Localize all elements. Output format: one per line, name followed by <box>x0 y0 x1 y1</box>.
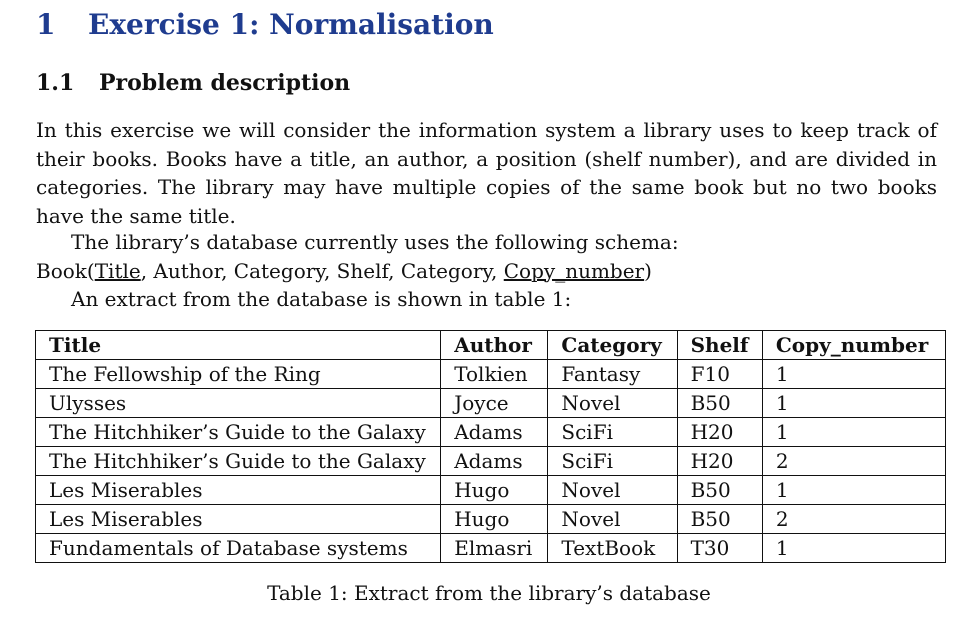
cell-title: Ulysses <box>36 389 441 418</box>
cell-author: Joyce <box>441 389 548 418</box>
cell-shelf: H20 <box>677 447 762 476</box>
table-row <box>36 389 946 418</box>
schema-definition <box>36 257 937 286</box>
cell-author: Tolkien <box>441 360 548 389</box>
cell-title: Les Miserables <box>36 505 441 534</box>
cell-author: Adams <box>441 418 548 447</box>
intro-paragraph: In this exercise we will consider the information system a library uses to keep track of their books. Books have a title, an author, a position (shelf number), and are divided in categories. The library may have multiple copies of the same book but no two books have the same title. <box>36 118 937 228</box>
cell-copy-number: 2 <box>762 447 945 476</box>
header-copy-number: Copy_number <box>762 331 945 360</box>
cell-shelf: B50 <box>677 389 762 418</box>
cell-category: Novel <box>548 505 677 534</box>
cell-category: Fantasy <box>548 360 677 389</box>
schema-key-title: Title <box>94 258 141 283</box>
cell-author: Hugo <box>441 476 548 505</box>
schema-intro: The library’s database currently uses the following schema: <box>71 230 679 254</box>
cell-copy-number: 1 <box>762 389 945 418</box>
cell-author: Elmasri <box>441 534 548 563</box>
cell-shelf: F10 <box>677 360 762 389</box>
header-title: Title <box>36 331 441 360</box>
cell-copy-number: 2 <box>762 505 945 534</box>
extract-intro: An extract from the database is shown in table 1: <box>71 287 572 311</box>
table-row <box>36 534 946 563</box>
table-row <box>36 505 946 534</box>
table-header-row <box>36 331 946 360</box>
cell-category: Novel <box>548 476 677 505</box>
table-row <box>36 447 946 476</box>
cell-title: The Fellowship of the Ring <box>36 360 441 389</box>
schema-prefix: Book( <box>36 258 95 283</box>
cell-copy-number: 1 <box>762 476 945 505</box>
schema-suffix: ) <box>644 258 652 283</box>
cell-author: Adams <box>441 447 548 476</box>
cell-category: SciFi <box>548 447 677 476</box>
cell-category: Novel <box>548 389 677 418</box>
cell-shelf: T30 <box>677 534 762 563</box>
section-number: 1 <box>36 8 56 41</box>
cell-shelf: H20 <box>677 418 762 447</box>
table-caption: Table 1: Extract from the library’s database <box>267 581 711 605</box>
cell-copy-number: 1 <box>762 360 945 389</box>
schema-middle: , Author, Category, Shelf, Category, <box>140 258 504 283</box>
header-shelf: Shelf <box>677 331 762 360</box>
cell-category: SciFi <box>548 418 677 447</box>
subsection-number: 1.1 <box>36 70 75 96</box>
header-author: Author <box>441 331 548 360</box>
library-table <box>35 330 946 563</box>
cell-title: The Hitchhiker’s Guide to the Galaxy <box>36 418 441 447</box>
table-row <box>36 360 946 389</box>
cell-copy-number: 1 <box>762 418 945 447</box>
cell-copy-number: 1 <box>762 534 945 563</box>
section-heading <box>36 8 494 41</box>
table-row <box>36 418 946 447</box>
cell-shelf: B50 <box>677 505 762 534</box>
cell-title: Les Miserables <box>36 476 441 505</box>
cell-author: Hugo <box>441 505 548 534</box>
header-category: Category <box>548 331 677 360</box>
schema-block <box>36 228 937 314</box>
cell-category: TextBook <box>548 534 677 563</box>
table-row <box>36 476 946 505</box>
subsection-title-text: Problem description <box>99 70 351 96</box>
cell-title: Fundamentals of Database systems <box>36 534 441 563</box>
subsection-heading <box>36 70 350 96</box>
cell-shelf: B50 <box>677 476 762 505</box>
cell-title: The Hitchhiker’s Guide to the Galaxy <box>36 447 441 476</box>
section-title-text: Exercise 1: Normalisation <box>88 8 494 41</box>
schema-key-copy-number: Copy_number <box>503 258 645 283</box>
